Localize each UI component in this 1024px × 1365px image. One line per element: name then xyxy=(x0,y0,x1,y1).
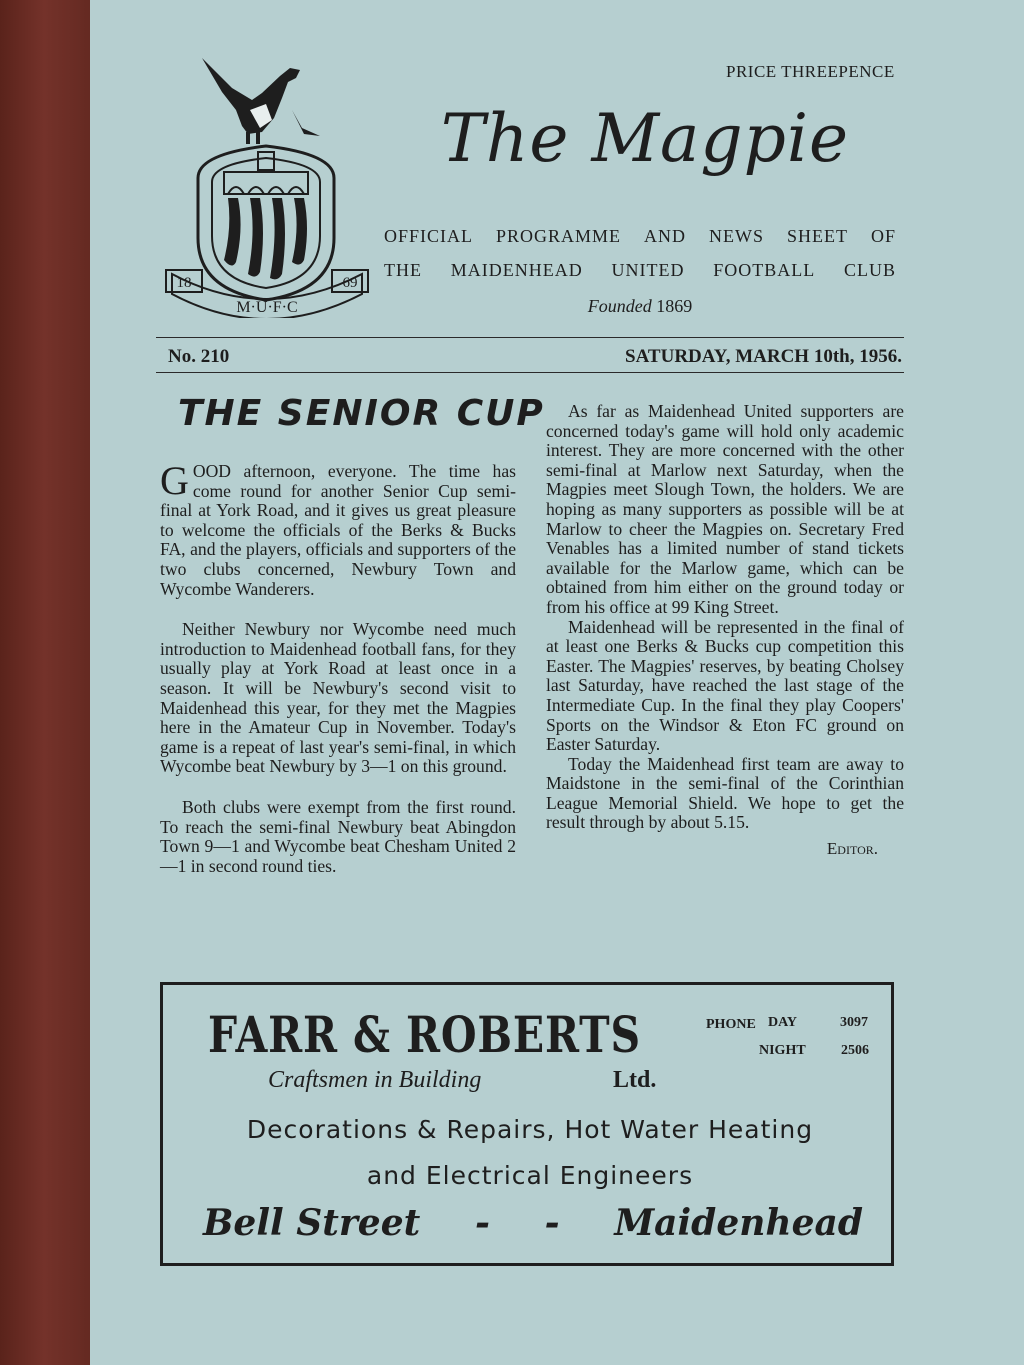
subtitle-word: THE xyxy=(384,260,422,280)
advert-night-label: NIGHT xyxy=(759,1043,806,1058)
issue-date: SATURDAY, MARCH 10th, 1956. xyxy=(625,346,902,367)
programme-title: The Magpie xyxy=(440,100,850,177)
crest-year-left: 18 xyxy=(176,275,192,291)
crest-ribbon xyxy=(166,270,368,318)
subtitle-word: OF xyxy=(870,226,896,246)
crest-initials: M·U·F·C xyxy=(236,299,298,316)
advert-dash: - xyxy=(544,1202,560,1244)
advert-services-line-2: and Electrical Engineers xyxy=(366,1161,694,1190)
article-paragraph-2: Neither Newbury nor Wycombe need much introduction to Maidenhead football fans, for they usually play at York Road at least once in a season. It will be Newbury's second visit to Maidenhead this year, for they met the Magpies here in the Amateur Cup in November. Today's game is a repeat of last year's semi-final, in which Wycombe beat Newbury by 3—1 on this ground. xyxy=(160,619,516,777)
advert-company-name: FARR & ROBERTS xyxy=(208,1005,641,1064)
advert-tagline: Craftsmen in Building xyxy=(268,1067,482,1093)
advert-phone-label: PHONE xyxy=(706,1017,756,1032)
subtitle-word: NEWS xyxy=(709,226,764,246)
crest-year-right: 69 xyxy=(342,275,358,291)
subtitle-word: PROGRAMME xyxy=(496,226,622,246)
advert-address xyxy=(203,1202,863,1244)
article-paragraph-3: Both clubs were exempt from the first round. To reach the semi-final Newbury beat Abingdon Town 9—1 and Wycombe beat Chesham United 2—1 in second round ties. xyxy=(160,796,516,876)
subtitle-word: FOOTBALL xyxy=(713,260,816,280)
article-paragraph-1 xyxy=(160,458,516,599)
advert-services-line-1: Decorations & Repairs, Hot Water Heating xyxy=(246,1115,814,1144)
magpie-icon xyxy=(202,58,320,144)
paragraph-text: OOD afternoon, everyone. The time has come round for another Senior Cup semi-final at York Road, and it gives us great pleasure to welcome the officials of the Berks & Bucks FA, and the players, officials and supporters of the two clubs concerned, Newbury Town and Wycombe Wanderers. xyxy=(160,461,516,599)
article-column-left xyxy=(160,458,516,876)
advertisement-box xyxy=(160,982,894,1266)
top-rule xyxy=(156,337,904,338)
subtitle-word: AND xyxy=(644,226,687,246)
subtitle-line-2 xyxy=(384,260,896,281)
advert-night-number: 2506 xyxy=(841,1043,869,1058)
issue-number: No. 210 xyxy=(168,346,230,367)
advert-ltd: Ltd. xyxy=(613,1067,657,1093)
programme-sheet xyxy=(90,0,1024,1365)
crest-shield xyxy=(198,146,334,300)
advert-street: Bell Street xyxy=(203,1202,421,1244)
advert-night-line xyxy=(759,1043,869,1059)
club-crest-logo xyxy=(162,48,372,318)
bottom-rule xyxy=(156,372,904,373)
advert-day-number: 3097 xyxy=(840,1015,868,1030)
subtitle-word: SHEET xyxy=(786,226,848,246)
drop-cap: G xyxy=(160,458,189,503)
subtitle-word: UNITED xyxy=(611,260,685,280)
advert-dash: - xyxy=(474,1202,490,1244)
editor-signature: Editor. xyxy=(826,839,878,859)
advert-town: Maidenhead xyxy=(614,1202,863,1244)
founded-line xyxy=(384,296,896,317)
founded-label: Founded xyxy=(587,296,652,316)
article-headline: THE SENIOR CUP xyxy=(178,393,545,434)
article-paragraph-6: Today the Maidenhead first team are away to Maidstone in the semi-final of the Corinthian League Memorial Shield. We hope to get the result through by about 5.15. xyxy=(546,753,904,833)
price-label: PRICE THREEPENCE xyxy=(726,62,895,81)
article-paragraph-4: As far as Maidenhead United supporters are concerned today's game will hold only academic interest. They are more concerned with the other semi-final at Marlow next Saturday, when the Magpies meet Slough Town, the holders. We are hoping as many supporters as possible will be at Marlow to cheer the Magpies on. Secretary Fred Venables has a limited number of stand tickets available for the Marlow game, which can be obtained from him either on the ground today or from his office at 99 King Street. xyxy=(546,401,904,617)
subtitle-word: OFFICIAL xyxy=(384,226,474,246)
advert-day-line xyxy=(768,1015,868,1031)
subtitle-word: MAIDENHEAD xyxy=(450,260,583,280)
article-column-right xyxy=(546,402,904,859)
subtitle-line-1 xyxy=(384,226,896,247)
advert-day-label: DAY xyxy=(768,1015,798,1030)
founded-year: 1869 xyxy=(656,296,693,316)
article-paragraph-5: Maidenhead will be represented in the final of at least one Berks & Bucks cup competition this Easter. The Magpies' reserves, by beating Cholsey last Saturday, have reached the last stage of the Intermediate Cup. In the final they play Coopers' Sports on the Windsor & Eton FC ground on Easter Saturday. xyxy=(546,616,904,755)
subtitle-word: CLUB xyxy=(843,260,896,280)
